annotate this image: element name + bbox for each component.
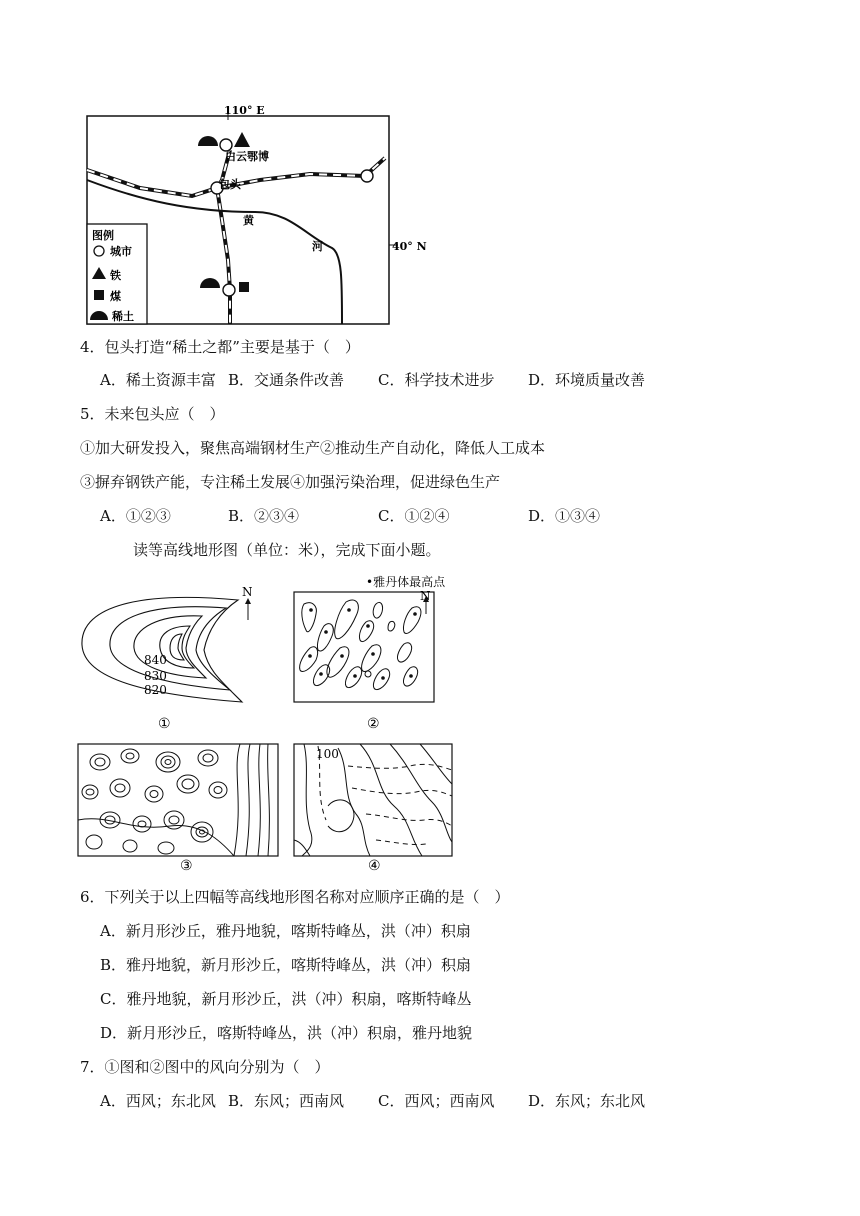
legend-label-city: 城市 <box>110 245 132 258</box>
q6-option-b[interactable]: B．雅丹地貌，新月形沙丘，喀斯特峰丛，洪（冲）积扇 <box>100 956 472 974</box>
q5-option-c[interactable]: C．①②④ <box>378 507 450 525</box>
map-legend <box>87 224 147 324</box>
q4-option-d[interactable]: D．环境质量改善 <box>528 371 646 389</box>
fig1-label-820: 820 <box>144 683 167 697</box>
section-intro: 读等高线地形图（单位：米），完成下面小题。 <box>133 541 441 559</box>
river-label-2: 河 <box>312 240 323 253</box>
figure-3-karst <box>78 744 269 856</box>
meridian-label: 110° E <box>224 104 265 117</box>
coal-icon <box>239 282 249 292</box>
fig4-label-100: 100 <box>316 747 339 761</box>
north-arrow-icon <box>245 598 251 620</box>
q7-option-d[interactable]: D．东风；东北风 <box>528 1092 646 1110</box>
city-east-marker <box>361 170 373 182</box>
q5-statement-line1: ①加大研发投入，聚焦高端钢材生产②推动生产自动化，降低人工成本 <box>80 439 546 457</box>
q6-option-a[interactable]: A．新月形沙丘，雅丹地貌，喀斯特峰丛，洪（冲）积扇 <box>100 922 471 940</box>
river-label-1: 黄 <box>243 214 254 227</box>
q4-option-a[interactable]: A．稀土资源丰富 <box>100 371 216 389</box>
fig4-caption: ④ <box>368 858 381 874</box>
legend-label-rare-earth: 稀土 <box>112 310 134 323</box>
q4-stem: 4．包头打造“稀土之都”主要是基于（ ） <box>80 338 360 356</box>
city-baiyun-label: 白云鄂博 <box>225 150 269 163</box>
city-baotou-label: 包头 <box>219 178 241 191</box>
fig2-note: •雅丹体最高点 <box>366 575 446 589</box>
q5-option-a[interactable]: A．①②③ <box>100 507 171 525</box>
circle-icon <box>94 246 104 256</box>
parallel-label: 40° N <box>392 240 427 253</box>
square-icon <box>94 290 104 300</box>
fig1-label-840: 840 <box>144 653 167 667</box>
q7-option-a[interactable]: A．西风；东北风 <box>100 1092 216 1110</box>
figure-2-yardang <box>300 600 421 690</box>
fig1-label-830: 830 <box>144 669 167 683</box>
q5-stem: 5．未来包头应（ ） <box>80 405 225 423</box>
q5-option-d[interactable]: D．①③④ <box>528 507 601 525</box>
contour-figures <box>70 570 470 880</box>
fig1-caption: ① <box>158 716 171 732</box>
fig2-caption: ② <box>367 716 380 732</box>
fig3-caption: ③ <box>180 858 193 874</box>
fig2-north: N <box>420 589 431 603</box>
q6-stem: 6．下列关于以上四幅等高线地形图名称对应顺序正确的是（ ） <box>80 888 510 906</box>
iron-icon <box>234 132 250 147</box>
q6-option-c[interactable]: C．雅丹地貌，新月形沙丘，洪（冲）积扇，喀斯特峰丛 <box>100 990 472 1008</box>
baotou-resource-map <box>80 100 427 330</box>
yardang-peak-dots <box>308 608 417 680</box>
fig1-north: N <box>242 585 253 599</box>
rare-earth-icon <box>198 136 218 146</box>
q4-option-c[interactable]: C．科学技术进步 <box>378 371 495 389</box>
q7-option-c[interactable]: C．西风；西南风 <box>378 1092 495 1110</box>
q7-option-b[interactable]: B．东风；西南风 <box>228 1092 345 1110</box>
q6-option-d[interactable]: D．新月形沙丘，喀斯特峰丛，洪（冲）积扇，雅丹地貌 <box>100 1024 473 1042</box>
q5-statement-line2: ③摒弃钢铁产能，专注稀土发展④加强污染治理，促进绿色生产 <box>80 473 501 491</box>
rare-earth-icon-south <box>200 278 220 288</box>
q5-option-b[interactable]: B．②③④ <box>228 507 300 525</box>
legend-label-coal: 煤 <box>110 290 121 303</box>
city-south-marker <box>223 284 235 296</box>
legend-title: 图例 <box>92 229 114 242</box>
q7-stem: 7．①图和②图中的风向分别为（ ） <box>80 1058 330 1076</box>
legend-label-iron: 铁 <box>110 269 121 282</box>
q4-option-b[interactable]: B．交通条件改善 <box>228 371 345 389</box>
